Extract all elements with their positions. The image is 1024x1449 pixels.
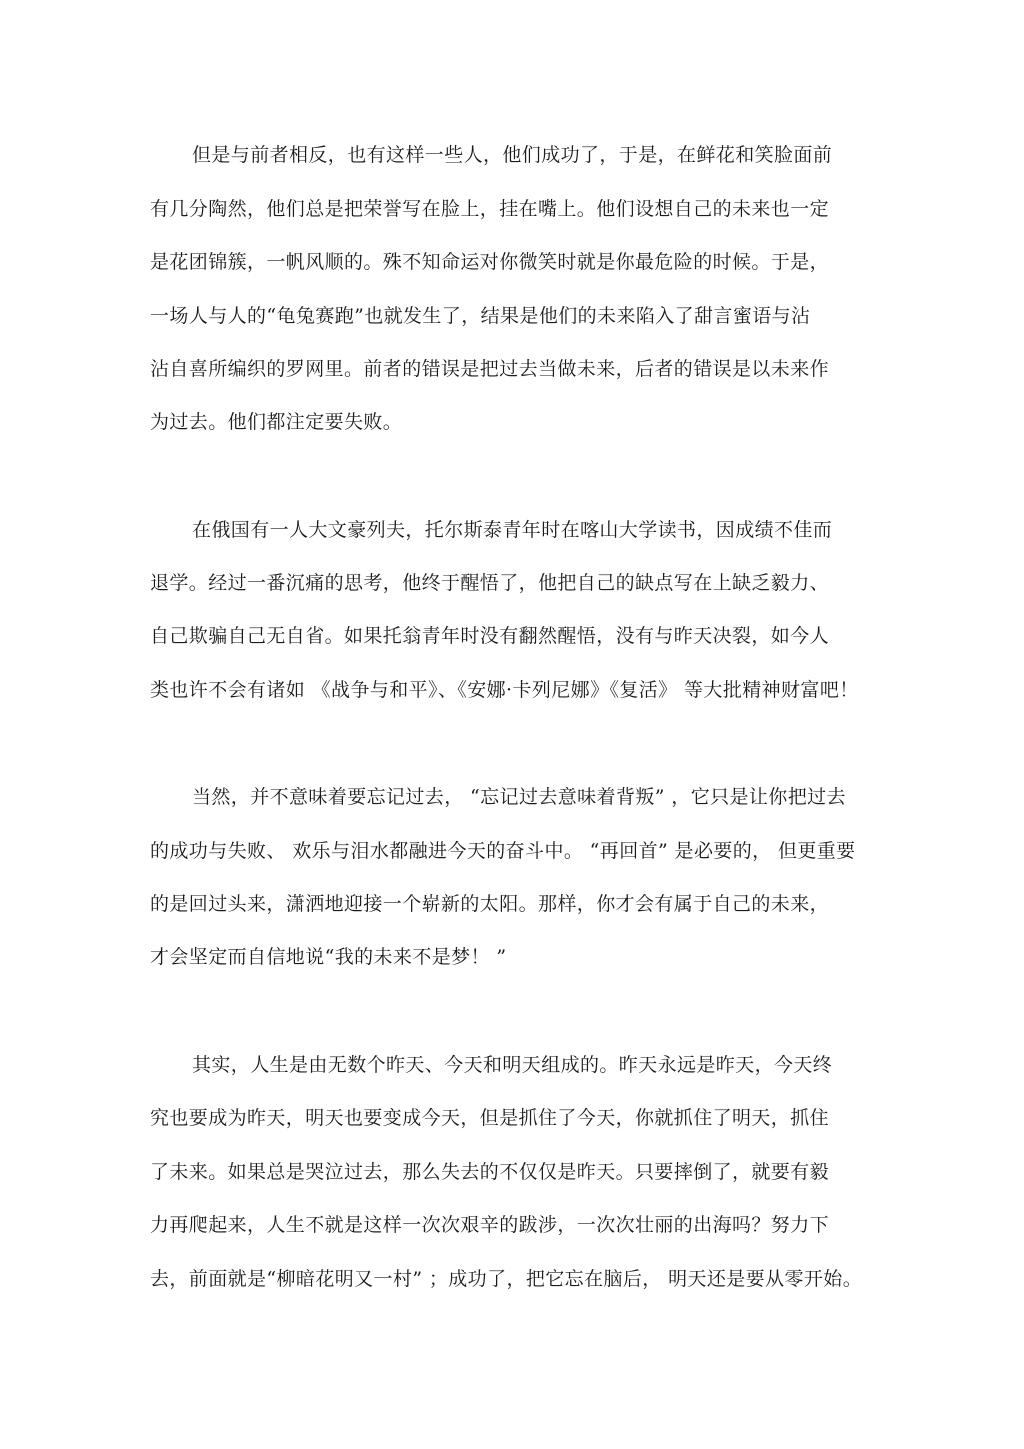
text-line: 沾自喜所编织的罗网里。前者的错误是把过去当做未来，后者的错误是以未来作 [150, 358, 830, 380]
text-line: 的是回过头来，潇洒地迎接一个崭新的太阳。那样，你才会有属于自己的未来， [150, 893, 830, 915]
text-line: 才会坚定而自信地说“我的未来不是梦！ ” [150, 946, 507, 968]
text-line: 究也要成为昨天，明天也要变成今天，但是抓住了今天，你就抓住了明天，抓住 [150, 1107, 830, 1129]
text-line: 力再爬起来，人生不就是这样一次次艰辛的跋涉，一次次壮丽的出海吗？努力下 [150, 1214, 830, 1236]
text-line: 一场人与人的“龟兔赛跑”也就发生了，结果是他们的未来陷入了甜言蜜语与沾 [150, 305, 811, 327]
text-line: 是花团锦簇，一帆风顺的。殊不知命运对你微笑时就是你最危险的时候。于是， [150, 251, 830, 273]
text-line: 了未来。如果总是哭泣过去，那么失去的不仅仅是昨天。只要摔倒了，就要有毅 [150, 1161, 830, 1183]
text-line: 有几分陶然，他们总是把荣誉写在脸上，挂在嘴上。他们设想自己的未来也一定 [150, 198, 830, 220]
text-line: 的成功与失败、 欢乐与泪水都融进今天的奋斗中。 “再回首” 是必要的， 但更重要 [150, 840, 856, 862]
text-line: 为过去。他们都注定要失败。 [150, 411, 403, 433]
text-line: 自己欺骗自己无自省。如果托翁青年时没有翻然醒悟，没有与昨天决裂，如今人 [150, 625, 830, 647]
text-line: 去，前面就是“柳暗花明又一村” ；成功了，把它忘在脑后， 明天还是要从零开始。 [150, 1268, 863, 1290]
text-line: 类也许不会有诸如 《战争与和平》、《安娜·卡列尼娜》《复活》 等大批精神财富吧！ [150, 679, 859, 701]
text-line: 在俄国有一人大文豪列夫，托尔斯泰青年时在喀山大学读书，因成绩不佳而 [192, 519, 833, 541]
text-line: 其实，人生是由无数个昨天、今天和明天组成的。昨天永远是昨天，今天终 [192, 1054, 833, 1076]
text-line: 但是与前者相反，也有这样一些人，他们成功了，于是，在鲜花和笑脸面前 [192, 144, 833, 166]
text-line: 退学。经过一番沉痛的思考，他终于醒悟了，他把自己的缺点写在上缺乏毅力、 [150, 572, 830, 594]
text-line: 当然，并不意味着要忘记过去， “忘记过去意味着背叛” ，它只是让你把过去 [192, 786, 846, 808]
